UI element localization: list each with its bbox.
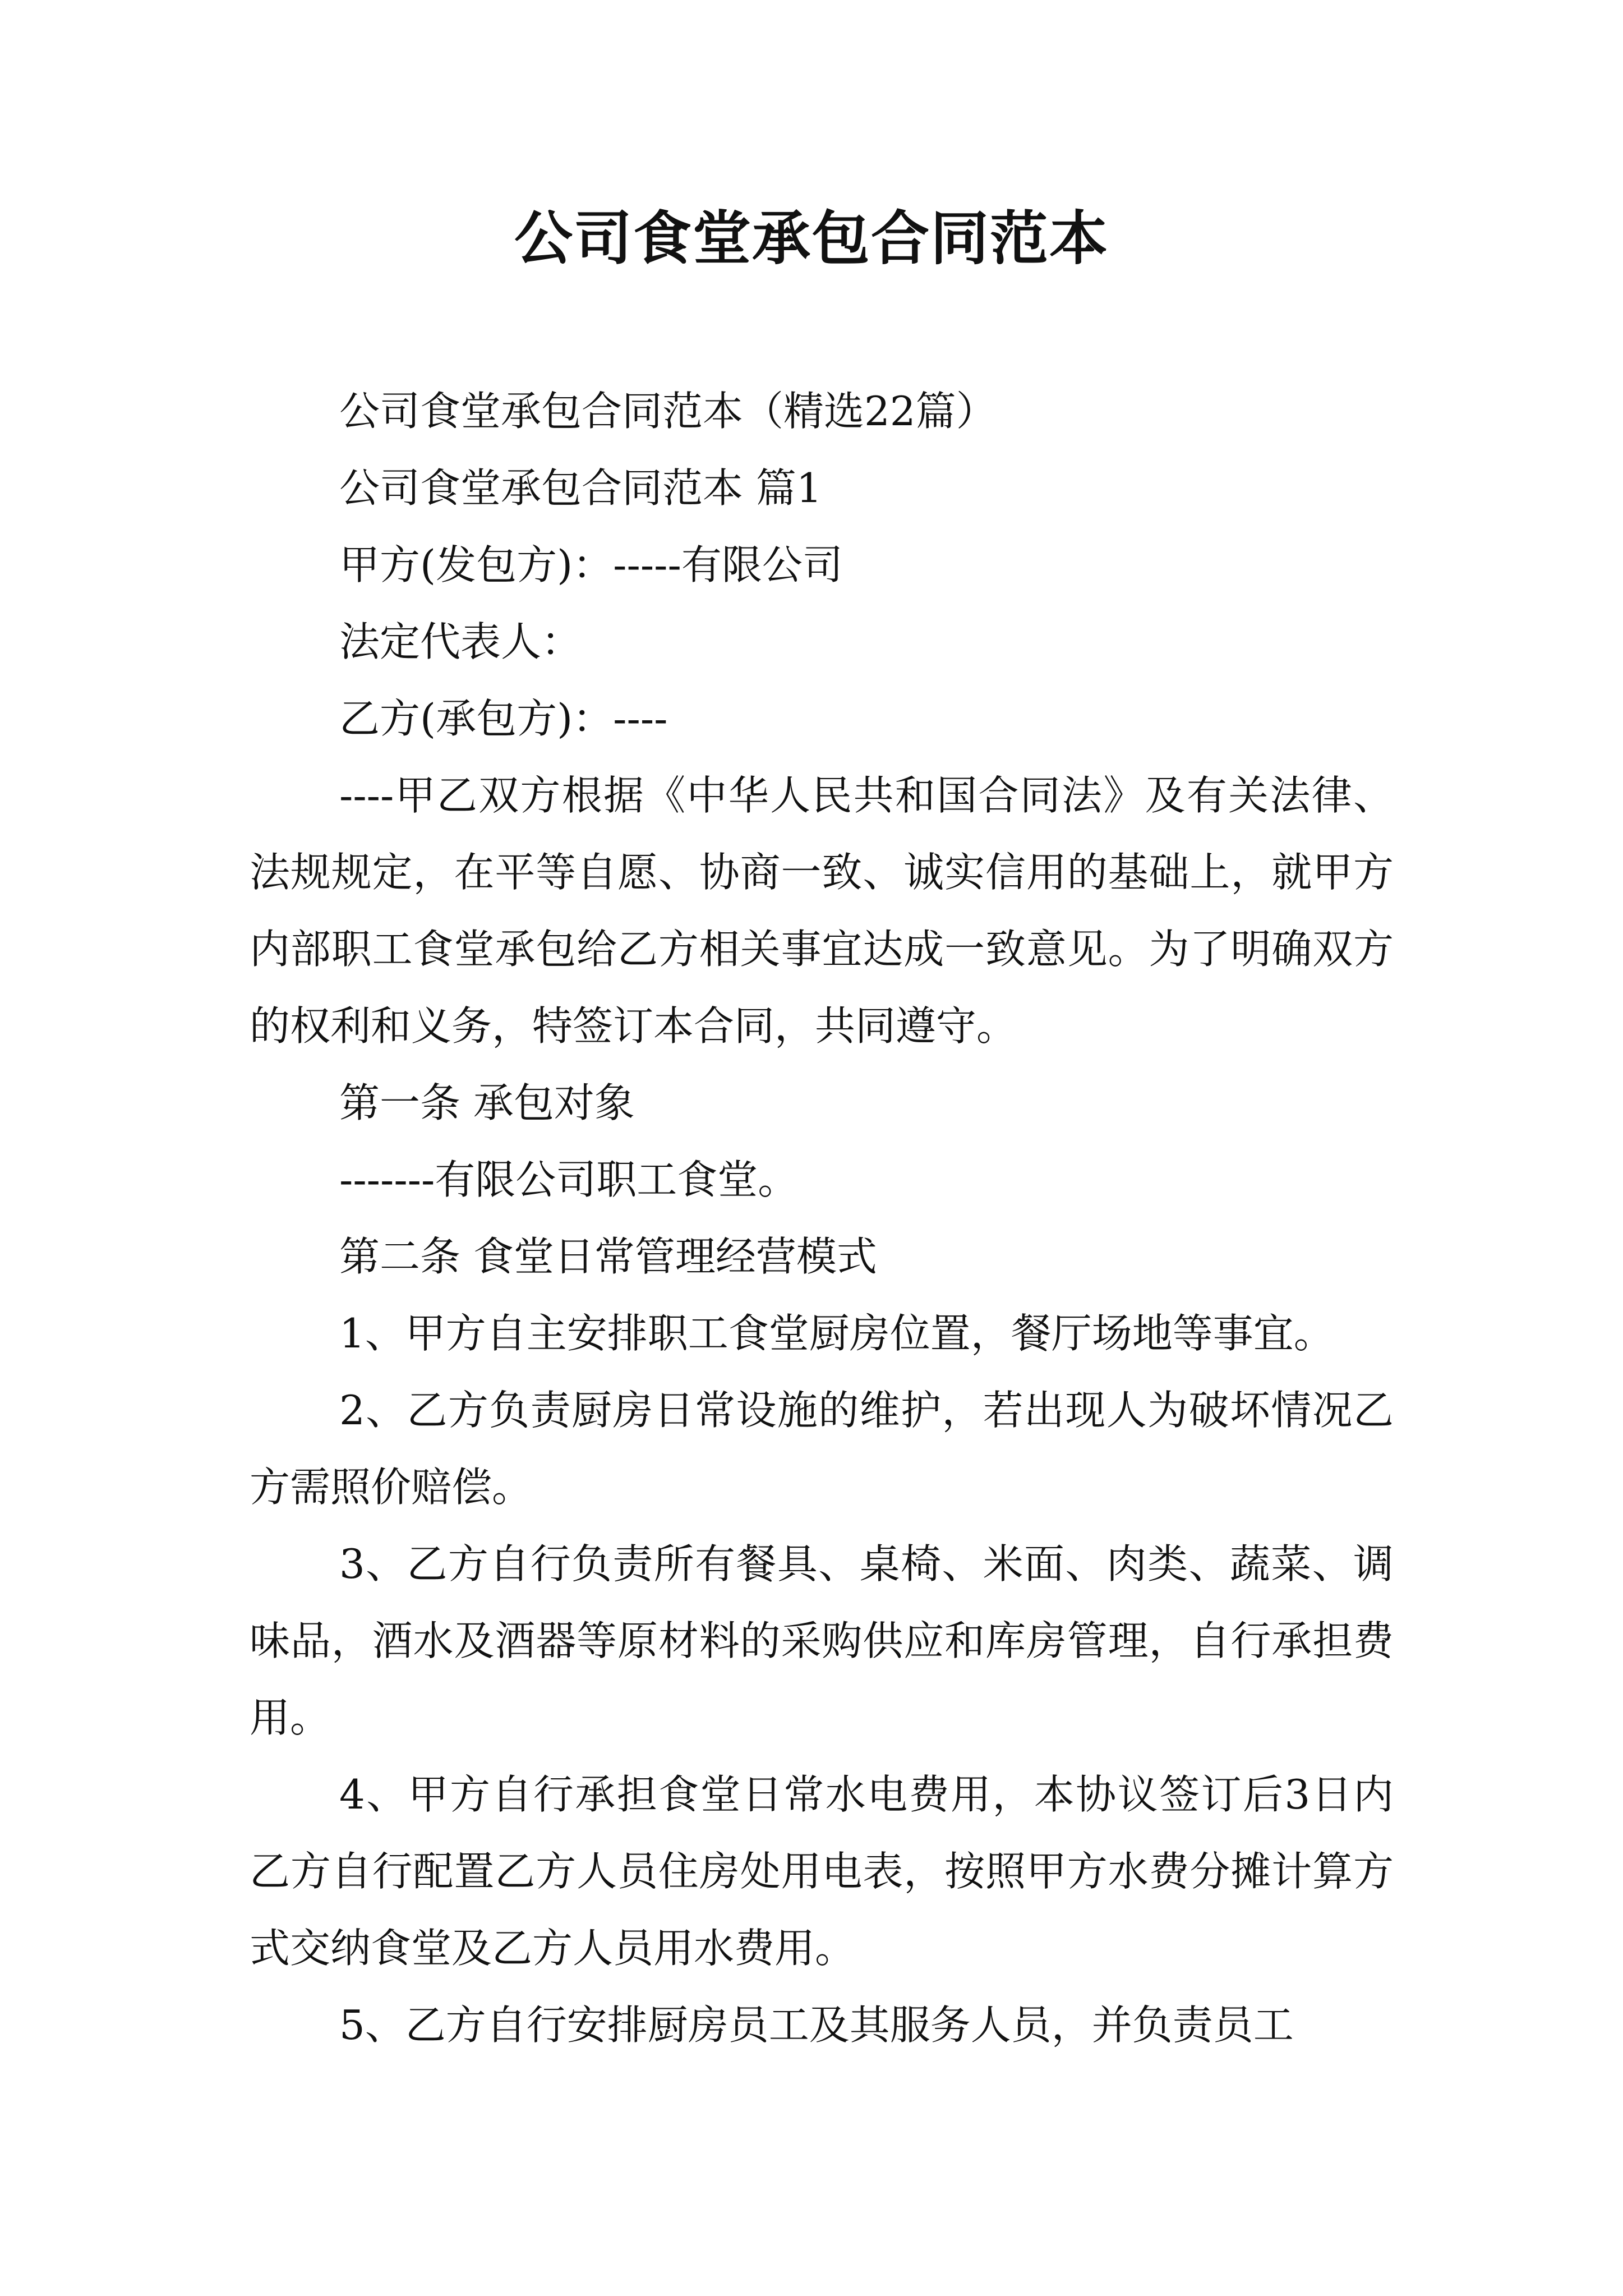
paragraph-party-b: 乙方(承包方)：----: [339, 695, 668, 742]
paragraph-legal-representative: 法定代表人：: [339, 618, 582, 665]
paragraph-preamble: ----甲乙双方根据《中华人民共和国合同法》及有关法律、法规规定，在平等自愿、协商一致、诚实信用的基础上，就甲方内部职工食堂承包给乙方相关事宜达成一致意见。为了明确双方的权利和义务，特签订本合同，共同遵守。: [250, 772, 1394, 1050]
paragraph-article-2-heading: 第二条 食堂日常管理经营模式: [339, 1233, 877, 1280]
paragraph-article-1-heading: 第一条 承包对象: [339, 1079, 635, 1126]
paragraph-item-2: 2、乙方负责厨房日常设施的维护，若出现人为破坏情况乙方需照价赔偿。: [250, 1387, 1394, 1511]
paragraph-subtitle: 公司食堂承包合同范本（精选22篇）: [339, 388, 997, 435]
document-title: 公司食堂承包合同范本: [514, 204, 1109, 273]
document-body: [250, 373, 1394, 2064]
paragraph-item-3: 3、乙方自行负责所有餐具、桌椅、米面、肉类、蔬菜、调味品，酒水及酒器等原材料的采购供应和库房管理，自行承担费用。: [250, 1540, 1394, 1741]
paragraph-article-1-content: -------有限公司职工食堂。: [339, 1156, 799, 1203]
paragraph-section-heading: 公司食堂承包合同范本 篇1: [339, 464, 822, 512]
paragraph-party-a: 甲方(发包方)：-----有限公司: [339, 541, 843, 588]
paragraph-item-4: 4、甲方自行承担食堂日常水电费用，本协议签订后3日内乙方自行配置乙方人员住房处用电表，按照甲方水费分摊计算方式交纳食堂及乙方人员用水费用。: [250, 1771, 1394, 1972]
paragraph-item-1: 1、甲方自主安排职工食堂厨房位置，餐厅场地等事宜。: [339, 1310, 1334, 1357]
paragraph-item-5: 5、乙方自行安排厨房员工及其服务人员，并负责员工: [339, 2001, 1294, 2049]
